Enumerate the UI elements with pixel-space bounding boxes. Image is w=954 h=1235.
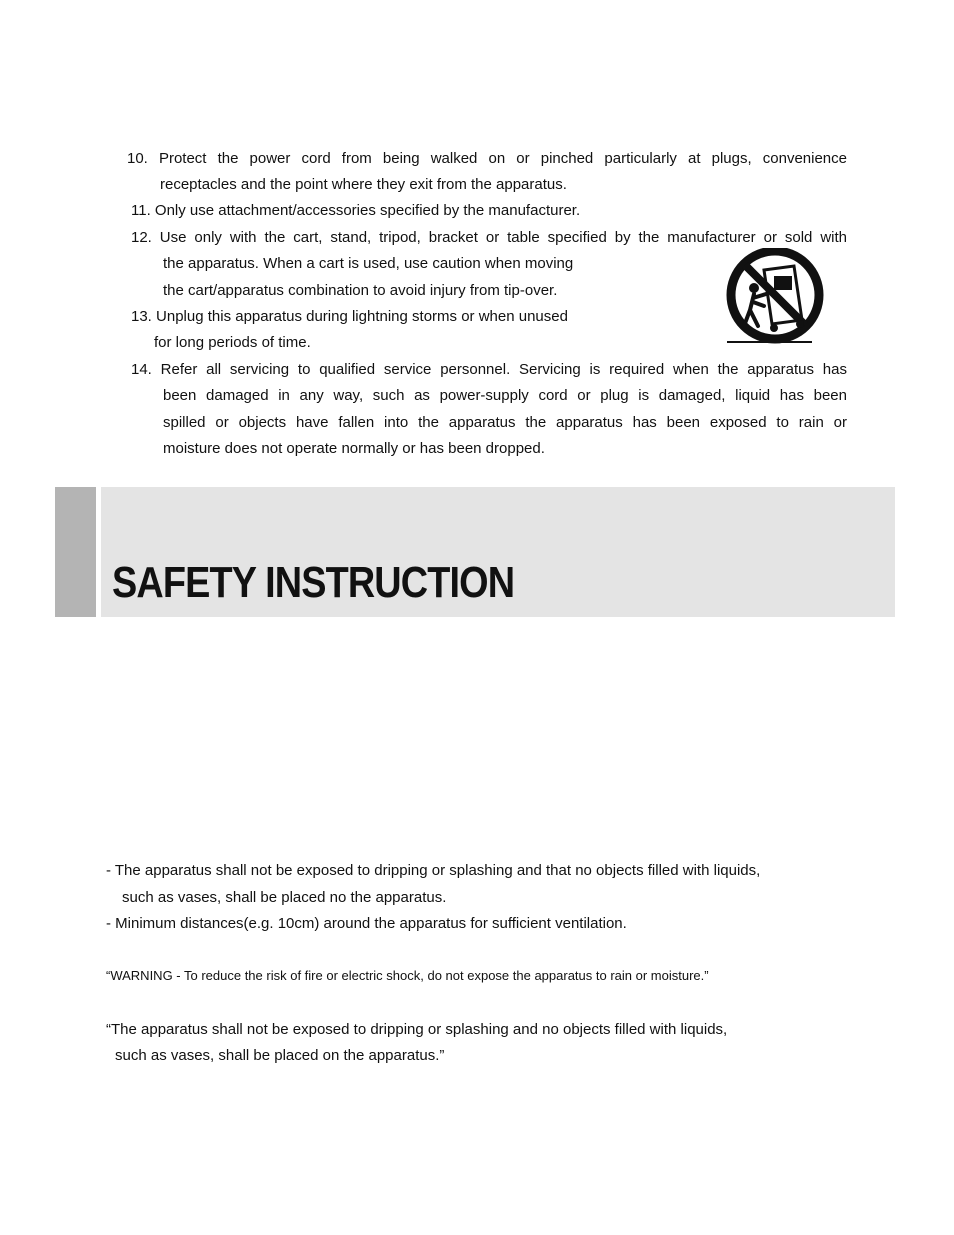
item-13-line-2: for long periods of time. xyxy=(154,334,311,351)
item-11: 11. Only use attachment/accessories specified by the manufacturer. xyxy=(131,202,581,219)
note-1-line-1: - The apparatus shall not be exposed to dripping or splashing and that no objects filled with liquids, xyxy=(106,862,761,879)
quote-line-2: such as vases, shall be placed on the apparatus.” xyxy=(115,1047,445,1064)
note-2: - Minimum distances(e.g. 10cm) around the apparatus for sufficient ventilation. xyxy=(106,915,627,932)
note-1-line-2: such as vases, shall be placed no the apparatus. xyxy=(122,889,447,906)
item-10-line-1: 10. Protect the power cord from being walked on or pinched particularly at plugs, convenience xyxy=(127,150,847,167)
item-12-line-3: the cart/apparatus combination to avoid injury from tip-over. xyxy=(163,282,558,299)
section-banner xyxy=(55,487,895,617)
section-title: SAFETY INSTRUCTION xyxy=(112,558,515,607)
warning-note: “WARNING - To reduce the risk of fire or electric shock, do not expose the apparatus to rain or moisture.” xyxy=(106,968,709,983)
item-12-line-2: the apparatus. When a cart is used, use caution when moving xyxy=(163,255,574,272)
item-14-line-3: spilled or objects have fallen into the apparatus the apparatus has been exposed to rain or xyxy=(163,414,847,431)
item-13-line-1: 13. Unplug this apparatus during lightning storms or when unused xyxy=(131,308,568,325)
quote-line-1: “The apparatus shall not be exposed to dripping or splashing and no objects filled with liquids, xyxy=(106,1021,728,1038)
item-14-line-1: 14. Refer all servicing to qualified service personnel. Servicing is required when the apparatus has xyxy=(131,361,847,378)
item-12-line-1: 12. Use only with the cart, stand, tripod, bracket or table specified by the manufacturer or sold with xyxy=(131,229,847,246)
item-14-line-4: moisture does not operate normally or has been dropped. xyxy=(163,440,545,457)
item-10-line-2: receptacles and the point where they exit from the apparatus. xyxy=(160,176,567,193)
item-14-line-2: been damaged in any way, such as power-supply cord or plug is damaged, liquid has been xyxy=(163,387,847,404)
cart-tip-over-warning-icon xyxy=(724,248,826,344)
banner-tab xyxy=(55,487,96,617)
